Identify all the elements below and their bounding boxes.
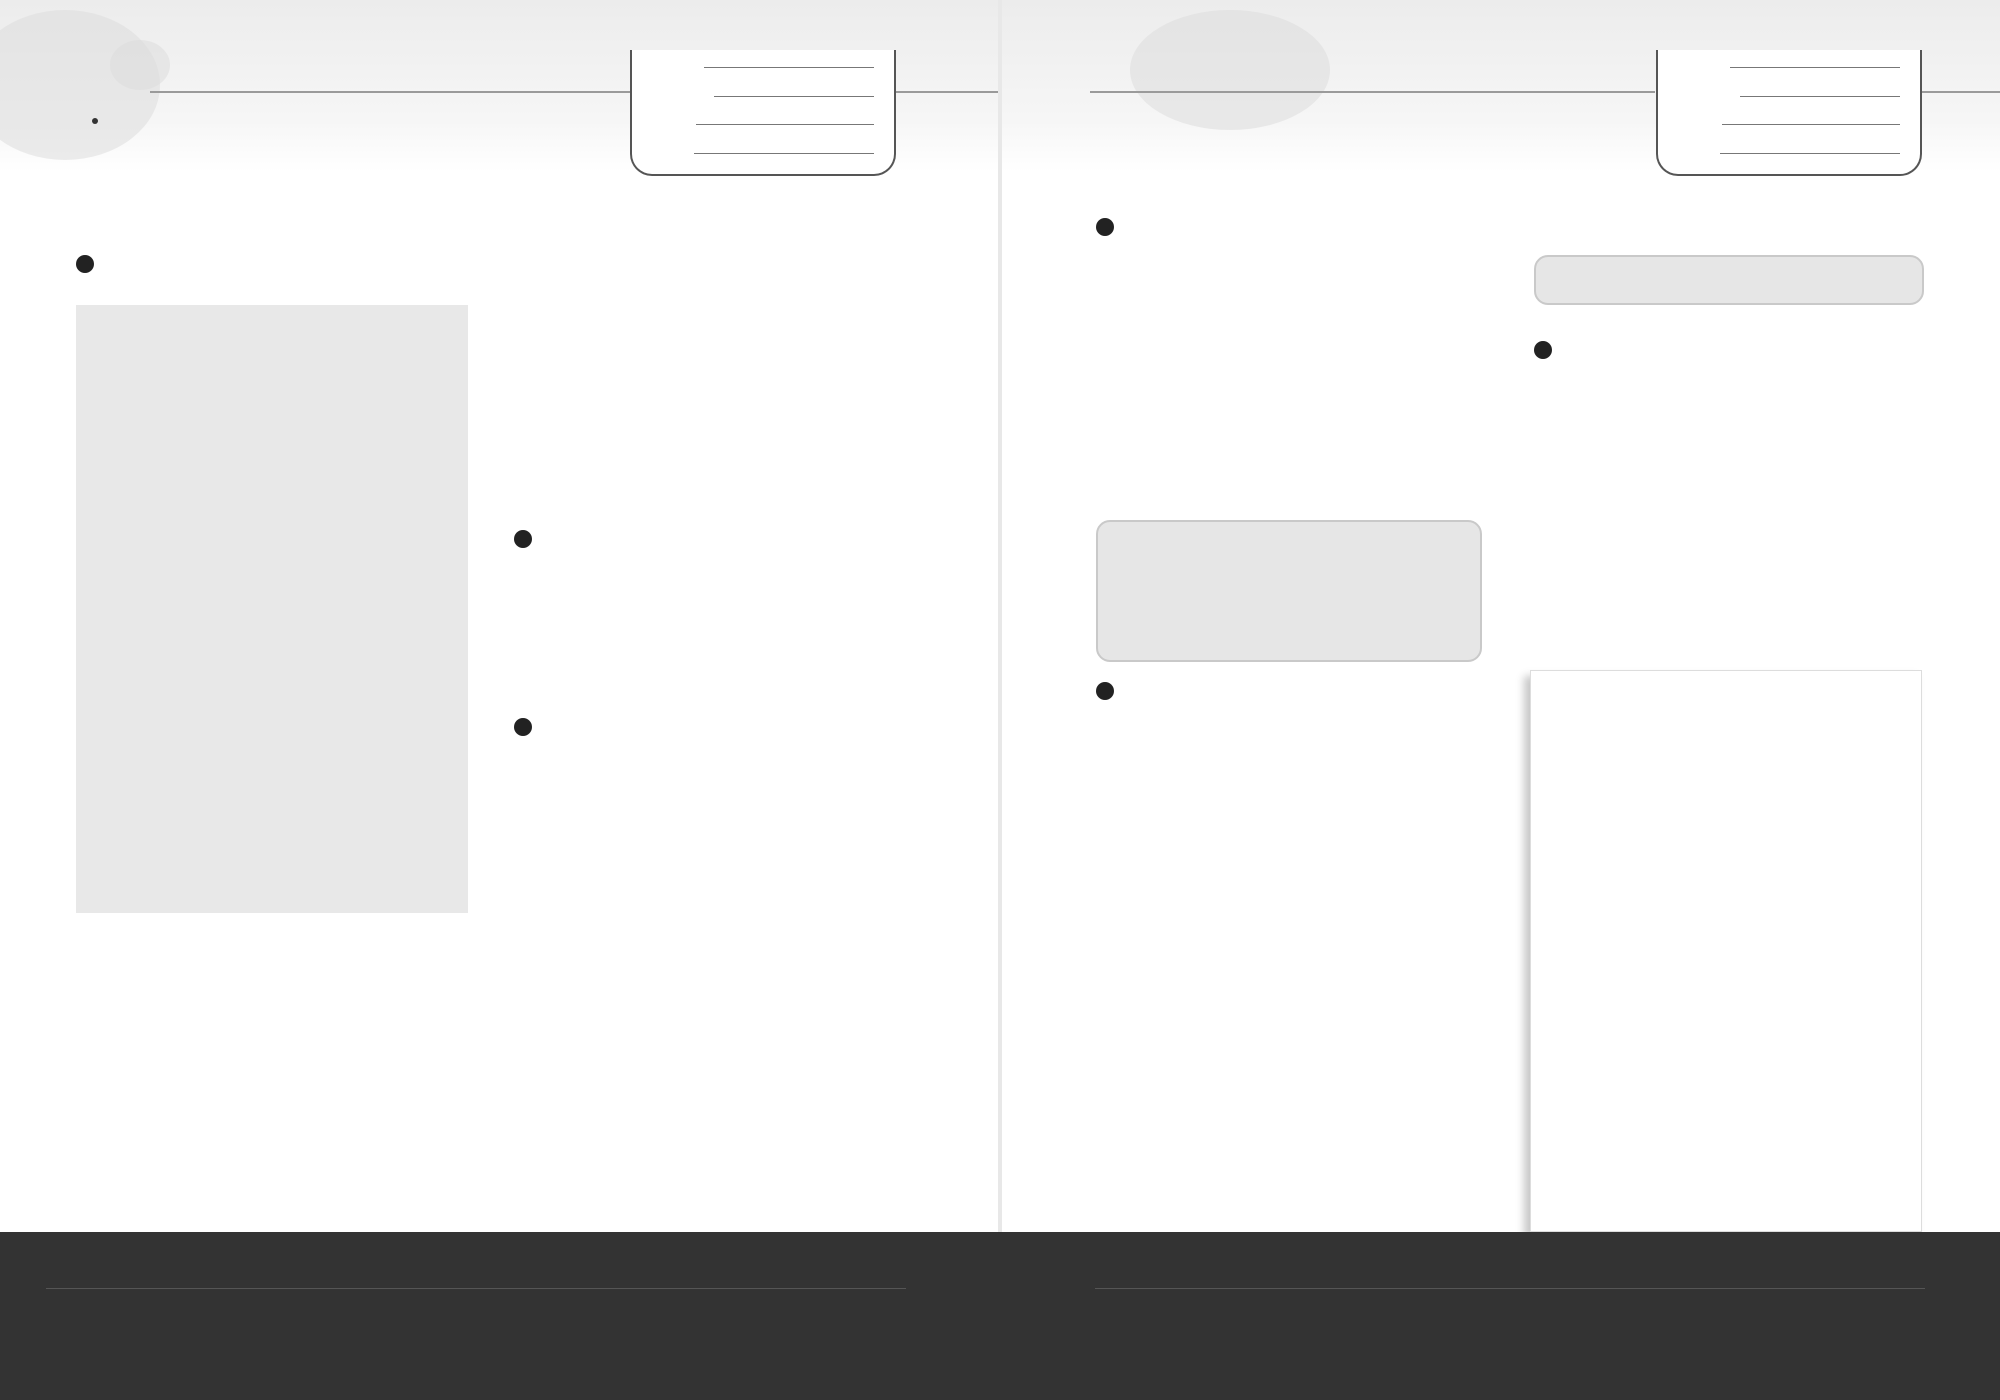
communication-functions-box xyxy=(1096,520,1482,662)
decorative-splash xyxy=(1130,10,1330,130)
exercise-number xyxy=(76,255,94,273)
footer-rule xyxy=(46,1288,906,1289)
footer-rule xyxy=(1095,1288,1925,1289)
class-field[interactable] xyxy=(1722,124,1900,125)
page-gutter xyxy=(998,0,1002,1400)
footer-band xyxy=(0,1232,2000,1400)
student-info-box xyxy=(630,50,896,176)
writing-area[interactable] xyxy=(1530,670,1922,1232)
header-rule xyxy=(1090,91,1655,93)
header-rule xyxy=(890,91,1000,93)
exercise-5-instruction xyxy=(1096,682,1120,706)
article-box xyxy=(76,305,468,913)
exercise-1-instruction xyxy=(76,255,116,279)
exercise-6-alternative xyxy=(1562,491,1578,511)
name-field[interactable] xyxy=(704,67,874,68)
exercise-number xyxy=(514,530,532,548)
writing-functions-box xyxy=(1534,255,1924,305)
exercise-4-instruction xyxy=(1096,218,1134,242)
exercise-number xyxy=(514,718,532,736)
exercise-6-instruction xyxy=(1534,341,1558,365)
header-rule xyxy=(1920,91,2000,93)
decorative-splash xyxy=(110,40,170,90)
date-field[interactable] xyxy=(1720,153,1900,154)
name-field[interactable] xyxy=(1730,67,1900,68)
exercise-number xyxy=(1096,218,1114,236)
exercise-number xyxy=(1096,682,1114,700)
class-field[interactable] xyxy=(696,124,874,125)
student-info-box xyxy=(1656,50,1922,176)
exercise-number xyxy=(1534,341,1552,359)
surname-field[interactable] xyxy=(714,96,874,97)
date-field[interactable] xyxy=(694,153,874,154)
exercise-2-instruction xyxy=(514,530,538,554)
exercise-3-instruction xyxy=(514,718,568,742)
header-rule xyxy=(150,91,630,93)
surname-field[interactable] xyxy=(1740,96,1900,97)
unit-dot xyxy=(92,118,98,124)
